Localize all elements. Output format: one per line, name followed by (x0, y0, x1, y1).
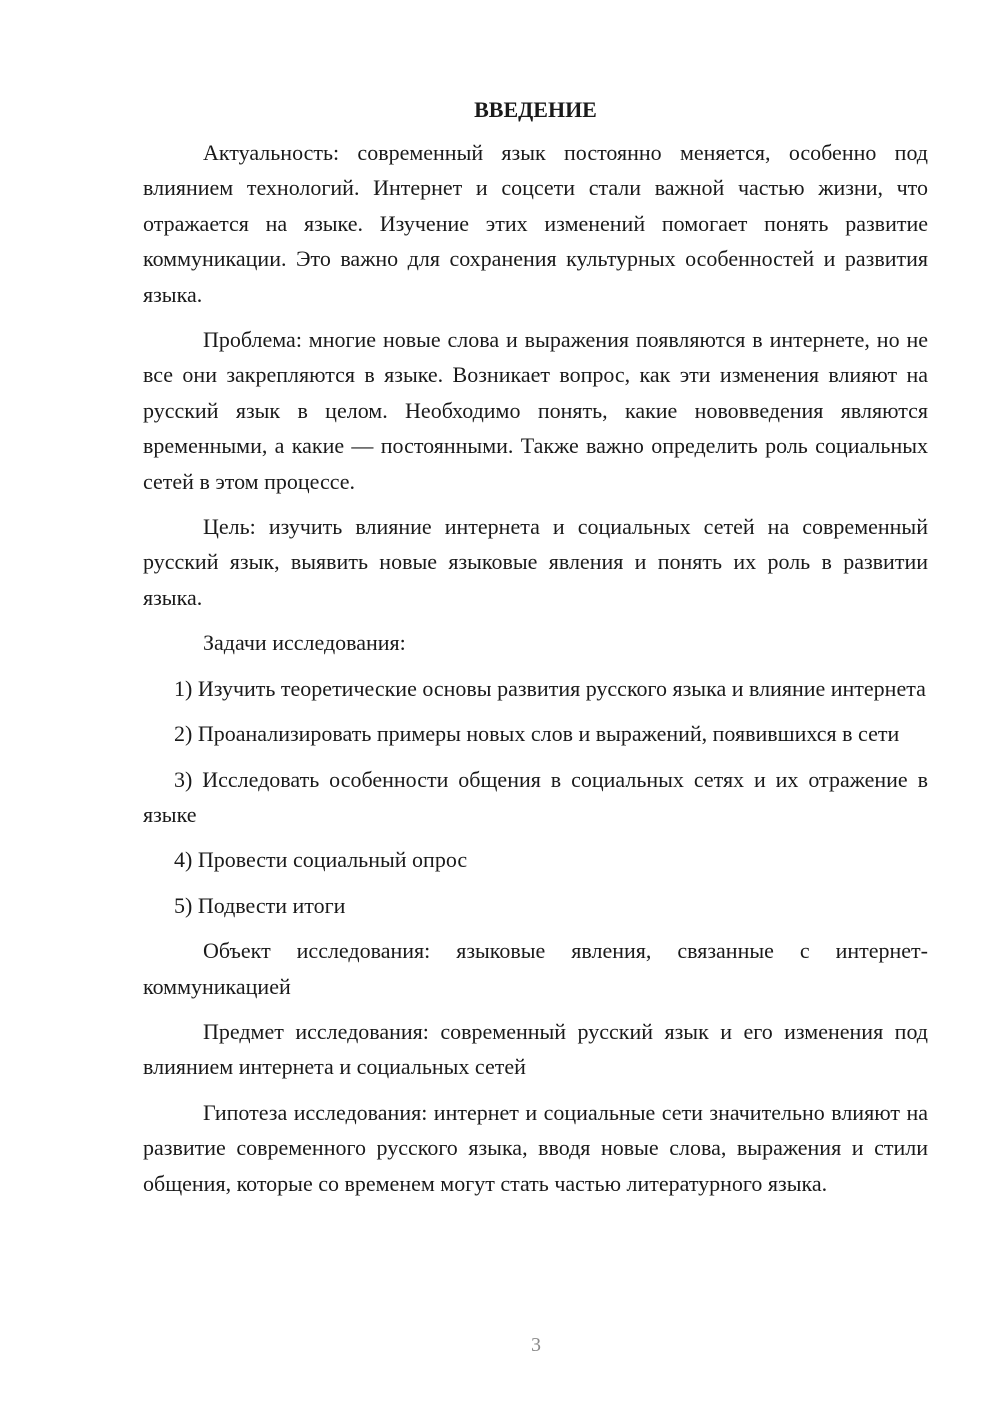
document-body (143, 92, 928, 1211)
hypothesis-paragraph: Гипотеза исследования: интернет и социальные сети значительно влияют на развитие современного русского языка, вводя новые слова, выражения и стили общения, которые со временем могут стать частью литературного языка. (143, 1099, 928, 1196)
task-item-1: 1) Изучить теоретические основы развития русского языка и влияние интернета (174, 675, 926, 701)
page-number: 3 (531, 1334, 541, 1356)
task-item-2: 2) Проанализировать примеры новых слов и выражений, появившихся в сети (174, 721, 900, 747)
task-item-5: 5) Подвести итоги (174, 892, 346, 918)
goal-paragraph: Цель: изучить влияние интернета и социальных сетей на современный русский язык, выявить новые языковые явления и понять их роль в развитии языка. (143, 514, 928, 610)
task-item-4: 4) Провести социальный опрос (174, 847, 468, 873)
tasks-heading: Задачи исследования: (203, 630, 406, 656)
section-title: ВВЕДЕНИЕ (474, 97, 597, 122)
relevance-paragraph: Актуальность: современный язык постоянно меняется, особенно под влиянием технологий. Интернет и соцсети стали важной частью жизни, что отражается на языке. Изучение этих изменений помогает понять развитие коммуникации. Это важно для сохранения культурных особенностей и развития языка. (143, 140, 928, 307)
object-paragraph: Объект исследования: языковые явления, связанные с интернет-коммуникацией (143, 938, 928, 999)
problem-paragraph: Проблема: многие новые слова и выражения появляются в интернете, но не все они закрепляются в языке. Возникает вопрос, как эти изменения влияют на русский язык в целом. Необходимо понять, какие нововведения являются временными, а какие — постоянными. Также важно определить роль социальных сетей в этом процессе. (143, 327, 928, 494)
task-item-3: 3) Исследовать особенности общения в социальных сетях и их отражение в языке (143, 766, 928, 827)
subject-paragraph: Предмет исследования: современный русский язык и его изменения под влиянием интернета и социальных сетей (143, 1018, 928, 1080)
